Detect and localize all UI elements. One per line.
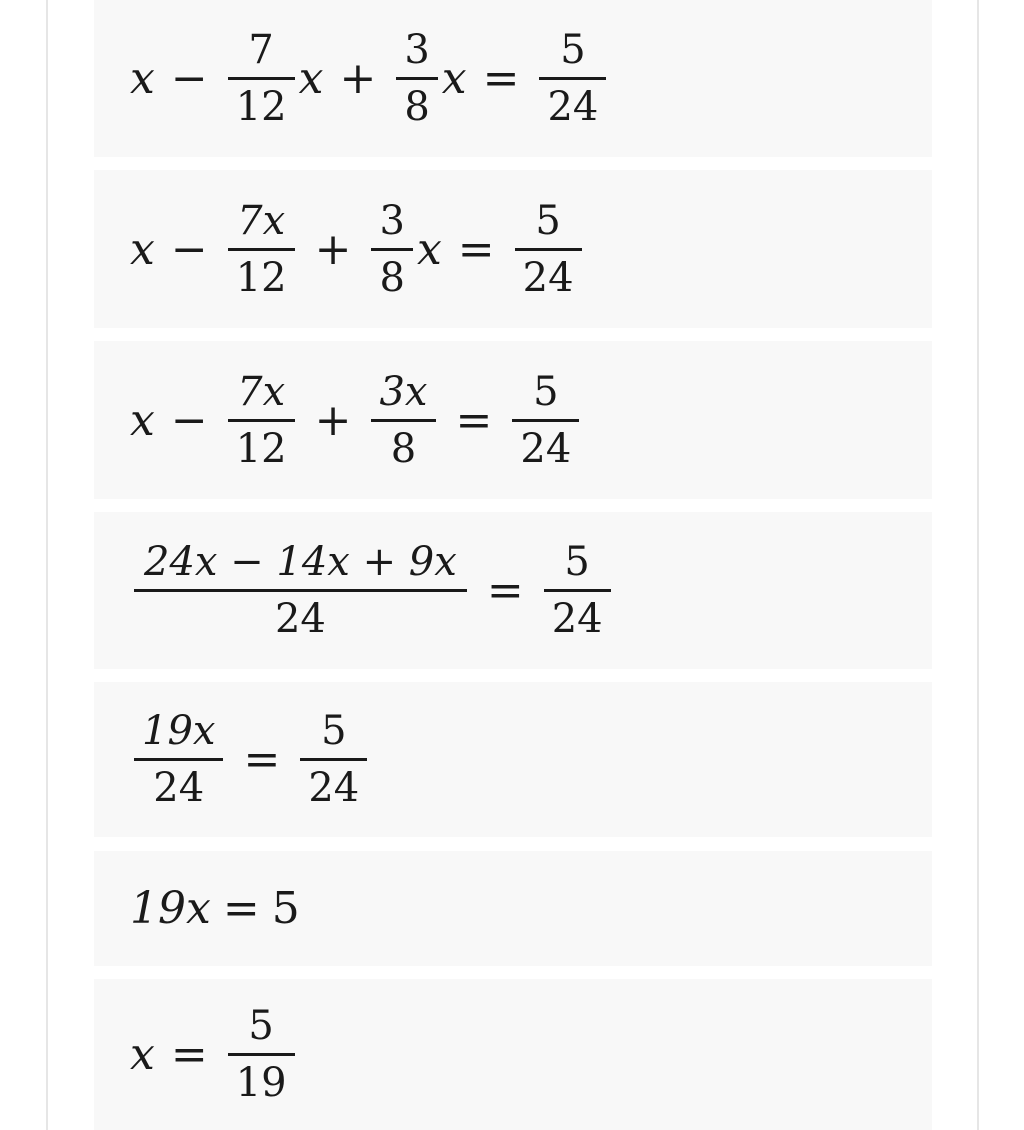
numerator: 5 <box>535 197 561 244</box>
fraction <box>396 29 437 128</box>
numerator: 5 <box>560 27 586 73</box>
fraction-bar <box>134 758 223 761</box>
denominator: 24 <box>551 596 603 642</box>
fraction <box>228 29 295 128</box>
variable: x <box>130 394 155 446</box>
numerator: 5 <box>564 539 590 585</box>
equation <box>130 979 299 1130</box>
equation <box>130 851 300 966</box>
fraction <box>515 197 582 301</box>
step-row <box>94 979 932 1130</box>
denominator: 24 <box>522 254 574 301</box>
denominator: 12 <box>235 425 287 472</box>
fraction-bar <box>371 248 412 251</box>
plus-operator: + <box>314 394 352 446</box>
equals-sign: = <box>457 223 495 275</box>
fraction-bar <box>396 77 437 80</box>
step-row <box>94 682 932 837</box>
variable: x <box>130 223 155 275</box>
equation <box>130 682 371 837</box>
denominator: 12 <box>235 84 287 130</box>
fraction-bar <box>228 1053 295 1056</box>
fraction-bar <box>228 77 295 80</box>
value: 5 <box>271 883 300 934</box>
step-row <box>94 0 932 157</box>
numerator: 5 <box>321 708 347 754</box>
step-row <box>94 851 932 966</box>
fraction-bar <box>228 248 295 251</box>
equation <box>130 512 615 669</box>
equation <box>130 0 610 157</box>
denominator: 24 <box>520 425 572 472</box>
fraction <box>512 368 579 472</box>
equals-sign: = <box>222 883 260 934</box>
step-row <box>94 512 932 669</box>
fraction-bar <box>371 419 435 422</box>
fraction <box>228 197 295 301</box>
numerator: 7x <box>237 368 286 415</box>
fraction <box>134 541 467 640</box>
numerator: 24x − 14x + 9x <box>144 539 457 585</box>
fraction-bar <box>515 248 582 251</box>
variable: x <box>416 223 442 275</box>
fraction-bar <box>300 758 367 761</box>
minus-operator: − <box>170 223 208 275</box>
denominator: 12 <box>235 254 287 301</box>
fraction-bar <box>544 589 611 592</box>
denominator: 8 <box>379 254 405 301</box>
fraction <box>371 368 435 472</box>
equation <box>130 170 586 328</box>
plus-operator: + <box>339 53 377 104</box>
numerator: 7 <box>248 27 274 73</box>
fraction-bar <box>134 589 467 592</box>
denominator: 19 <box>235 1060 287 1106</box>
equals-sign: = <box>170 1029 208 1080</box>
equals-sign: = <box>243 734 281 785</box>
equation <box>130 341 583 499</box>
fraction <box>134 710 223 809</box>
variable: x <box>130 1029 155 1080</box>
fraction <box>539 29 606 128</box>
fraction <box>544 541 611 640</box>
equals-sign: = <box>482 53 520 104</box>
denominator: 24 <box>153 765 205 811</box>
equals-sign: = <box>486 565 524 616</box>
variable: x <box>130 53 155 104</box>
numerator: 7x <box>237 197 286 244</box>
fraction <box>300 710 367 809</box>
minus-operator: − <box>170 53 208 104</box>
expression: 19x <box>130 883 211 934</box>
fraction-bar <box>539 77 606 80</box>
fraction-bar <box>512 419 579 422</box>
numerator: 19x <box>142 708 216 754</box>
numerator: 5 <box>533 368 559 415</box>
numerator: 3 <box>404 27 430 73</box>
numerator: 5 <box>248 1003 274 1049</box>
equals-sign: = <box>455 394 493 446</box>
fraction-bar <box>228 419 295 422</box>
denominator: 8 <box>390 425 417 472</box>
denominator: 24 <box>547 84 599 130</box>
denominator: 24 <box>274 596 326 642</box>
variable: x <box>441 53 467 104</box>
variable: x <box>298 53 324 104</box>
step-row <box>94 341 932 499</box>
fraction <box>228 368 295 472</box>
minus-operator: − <box>170 394 208 446</box>
step-row <box>94 170 932 328</box>
fraction <box>371 197 412 301</box>
denominator: 24 <box>308 765 360 811</box>
fraction <box>228 1005 295 1104</box>
numerator: 3 <box>379 197 405 244</box>
denominator: 8 <box>404 84 430 130</box>
numerator: 3x <box>379 368 428 415</box>
plus-operator: + <box>314 223 352 275</box>
